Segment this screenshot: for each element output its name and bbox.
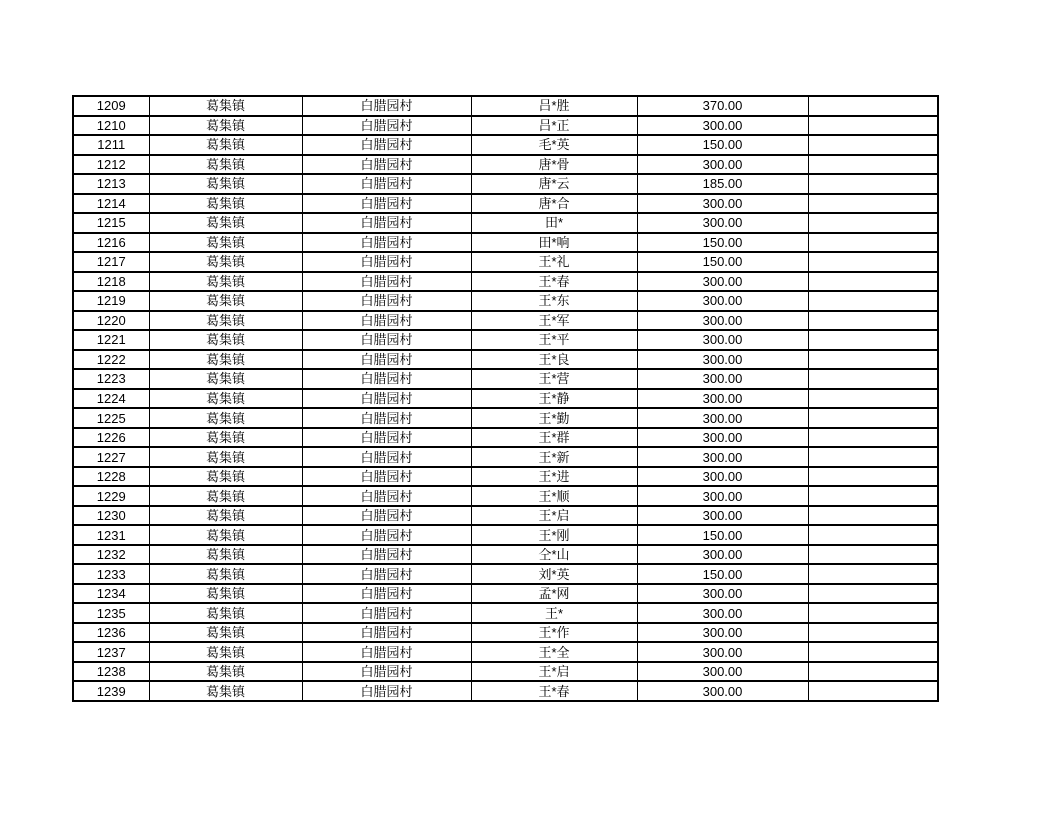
table-row bbox=[73, 486, 938, 506]
cell-town: 葛集镇 bbox=[149, 252, 302, 272]
cell-amount: 150.00 bbox=[637, 233, 808, 253]
cell-serial-number: 1214 bbox=[73, 194, 149, 214]
cell-person-name: 吕*胜 bbox=[471, 96, 637, 116]
cell-amount: 300.00 bbox=[637, 486, 808, 506]
cell-town: 葛集镇 bbox=[149, 194, 302, 214]
cell-amount: 300.00 bbox=[637, 213, 808, 233]
cell-remark bbox=[808, 135, 938, 155]
cell-remark bbox=[808, 174, 938, 194]
table-row bbox=[73, 291, 938, 311]
cell-person-name: 王*东 bbox=[471, 291, 637, 311]
cell-village: 白腊园村 bbox=[302, 272, 471, 292]
table-row bbox=[73, 96, 938, 116]
cell-town: 葛集镇 bbox=[149, 135, 302, 155]
cell-amount: 300.00 bbox=[637, 545, 808, 565]
cell-village: 白腊园村 bbox=[302, 525, 471, 545]
cell-village: 白腊园村 bbox=[302, 174, 471, 194]
cell-amount: 150.00 bbox=[637, 252, 808, 272]
cell-person-name: 王*春 bbox=[471, 272, 637, 292]
cell-amount: 370.00 bbox=[637, 96, 808, 116]
table-row bbox=[73, 467, 938, 487]
cell-amount: 300.00 bbox=[637, 408, 808, 428]
table-row bbox=[73, 681, 938, 701]
table-row bbox=[73, 662, 938, 682]
cell-town: 葛集镇 bbox=[149, 155, 302, 175]
cell-town: 葛集镇 bbox=[149, 525, 302, 545]
cell-amount: 150.00 bbox=[637, 525, 808, 545]
cell-town: 葛集镇 bbox=[149, 213, 302, 233]
cell-person-name: 王*春 bbox=[471, 681, 637, 701]
cell-person-name: 王*刚 bbox=[471, 525, 637, 545]
cell-remark bbox=[808, 408, 938, 428]
table-row bbox=[73, 213, 938, 233]
cell-remark bbox=[808, 350, 938, 370]
cell-remark bbox=[808, 233, 938, 253]
cell-amount: 300.00 bbox=[637, 623, 808, 643]
cell-village: 白腊园村 bbox=[302, 681, 471, 701]
cell-person-name: 王*启 bbox=[471, 506, 637, 526]
cell-serial-number: 1216 bbox=[73, 233, 149, 253]
cell-serial-number: 1231 bbox=[73, 525, 149, 545]
cell-amount: 300.00 bbox=[637, 506, 808, 526]
cell-person-name: 王*平 bbox=[471, 330, 637, 350]
cell-village: 白腊园村 bbox=[302, 155, 471, 175]
cell-serial-number: 1227 bbox=[73, 447, 149, 467]
cell-remark bbox=[808, 155, 938, 175]
table-row bbox=[73, 428, 938, 448]
cell-amount: 185.00 bbox=[637, 174, 808, 194]
cell-amount: 300.00 bbox=[637, 681, 808, 701]
cell-remark bbox=[808, 506, 938, 526]
table-row bbox=[73, 525, 938, 545]
cell-village: 白腊园村 bbox=[302, 623, 471, 643]
cell-village: 白腊园村 bbox=[302, 350, 471, 370]
table-row bbox=[73, 506, 938, 526]
cell-amount: 300.00 bbox=[637, 662, 808, 682]
cell-town: 葛集镇 bbox=[149, 389, 302, 409]
cell-village: 白腊园村 bbox=[302, 330, 471, 350]
cell-amount: 300.00 bbox=[637, 155, 808, 175]
cell-amount: 300.00 bbox=[637, 311, 808, 331]
cell-person-name: 王*新 bbox=[471, 447, 637, 467]
cell-town: 葛集镇 bbox=[149, 96, 302, 116]
cell-town: 葛集镇 bbox=[149, 233, 302, 253]
table-row bbox=[73, 408, 938, 428]
cell-town: 葛集镇 bbox=[149, 584, 302, 604]
cell-amount: 300.00 bbox=[637, 369, 808, 389]
cell-serial-number: 1213 bbox=[73, 174, 149, 194]
cell-remark bbox=[808, 584, 938, 604]
cell-serial-number: 1237 bbox=[73, 642, 149, 662]
cell-serial-number: 1221 bbox=[73, 330, 149, 350]
cell-amount: 300.00 bbox=[637, 272, 808, 292]
cell-village: 白腊园村 bbox=[302, 252, 471, 272]
cell-village: 白腊园村 bbox=[302, 506, 471, 526]
cell-remark bbox=[808, 467, 938, 487]
cell-serial-number: 1217 bbox=[73, 252, 149, 272]
cell-person-name: 刘*英 bbox=[471, 564, 637, 584]
cell-serial-number: 1235 bbox=[73, 603, 149, 623]
table-row bbox=[73, 330, 938, 350]
cell-amount: 150.00 bbox=[637, 135, 808, 155]
table-body bbox=[73, 96, 938, 701]
cell-person-name: 田* bbox=[471, 213, 637, 233]
cell-town: 葛集镇 bbox=[149, 174, 302, 194]
payment-list-table bbox=[72, 95, 939, 702]
cell-town: 葛集镇 bbox=[149, 603, 302, 623]
cell-village: 白腊园村 bbox=[302, 603, 471, 623]
cell-village: 白腊园村 bbox=[302, 116, 471, 136]
cell-amount: 300.00 bbox=[637, 389, 808, 409]
cell-remark bbox=[808, 291, 938, 311]
table-row bbox=[73, 194, 938, 214]
cell-village: 白腊园村 bbox=[302, 194, 471, 214]
cell-serial-number: 1229 bbox=[73, 486, 149, 506]
cell-town: 葛集镇 bbox=[149, 447, 302, 467]
cell-amount: 300.00 bbox=[637, 642, 808, 662]
table-row bbox=[73, 272, 938, 292]
cell-village: 白腊园村 bbox=[302, 389, 471, 409]
cell-remark bbox=[808, 603, 938, 623]
cell-remark bbox=[808, 642, 938, 662]
cell-town: 葛集镇 bbox=[149, 642, 302, 662]
cell-remark bbox=[808, 545, 938, 565]
cell-serial-number: 1219 bbox=[73, 291, 149, 311]
cell-town: 葛集镇 bbox=[149, 116, 302, 136]
cell-remark bbox=[808, 194, 938, 214]
cell-remark bbox=[808, 486, 938, 506]
cell-town: 葛集镇 bbox=[149, 681, 302, 701]
cell-serial-number: 1209 bbox=[73, 96, 149, 116]
table-row bbox=[73, 389, 938, 409]
cell-person-name: 毛*英 bbox=[471, 135, 637, 155]
cell-remark bbox=[808, 369, 938, 389]
table-row bbox=[73, 584, 938, 604]
cell-remark bbox=[808, 330, 938, 350]
table-row bbox=[73, 564, 938, 584]
cell-town: 葛集镇 bbox=[149, 330, 302, 350]
table-row bbox=[73, 252, 938, 272]
cell-person-name: 王*礼 bbox=[471, 252, 637, 272]
cell-village: 白腊园村 bbox=[302, 291, 471, 311]
cell-person-name: 王*营 bbox=[471, 369, 637, 389]
cell-serial-number: 1218 bbox=[73, 272, 149, 292]
cell-serial-number: 1228 bbox=[73, 467, 149, 487]
cell-village: 白腊园村 bbox=[302, 662, 471, 682]
table-row bbox=[73, 545, 938, 565]
cell-town: 葛集镇 bbox=[149, 428, 302, 448]
cell-town: 葛集镇 bbox=[149, 506, 302, 526]
cell-village: 白腊园村 bbox=[302, 96, 471, 116]
cell-amount: 300.00 bbox=[637, 603, 808, 623]
cell-village: 白腊园村 bbox=[302, 486, 471, 506]
cell-serial-number: 1226 bbox=[73, 428, 149, 448]
cell-remark bbox=[808, 525, 938, 545]
cell-remark bbox=[808, 116, 938, 136]
cell-village: 白腊园村 bbox=[302, 311, 471, 331]
cell-serial-number: 1212 bbox=[73, 155, 149, 175]
cell-amount: 300.00 bbox=[637, 447, 808, 467]
cell-remark bbox=[808, 272, 938, 292]
table-row bbox=[73, 369, 938, 389]
cell-person-name: 王* bbox=[471, 603, 637, 623]
cell-town: 葛集镇 bbox=[149, 350, 302, 370]
cell-remark bbox=[808, 681, 938, 701]
cell-serial-number: 1238 bbox=[73, 662, 149, 682]
cell-serial-number: 1225 bbox=[73, 408, 149, 428]
cell-person-name: 唐*合 bbox=[471, 194, 637, 214]
cell-village: 白腊园村 bbox=[302, 213, 471, 233]
cell-serial-number: 1224 bbox=[73, 389, 149, 409]
cell-amount: 150.00 bbox=[637, 564, 808, 584]
table-row bbox=[73, 642, 938, 662]
cell-village: 白腊园村 bbox=[302, 428, 471, 448]
cell-serial-number: 1215 bbox=[73, 213, 149, 233]
table-row bbox=[73, 311, 938, 331]
cell-person-name: 王*启 bbox=[471, 662, 637, 682]
cell-village: 白腊园村 bbox=[302, 369, 471, 389]
cell-town: 葛集镇 bbox=[149, 408, 302, 428]
table-row bbox=[73, 447, 938, 467]
cell-serial-number: 1232 bbox=[73, 545, 149, 565]
cell-village: 白腊园村 bbox=[302, 564, 471, 584]
cell-amount: 300.00 bbox=[637, 467, 808, 487]
cell-serial-number: 1223 bbox=[73, 369, 149, 389]
table-row bbox=[73, 174, 938, 194]
cell-remark bbox=[808, 447, 938, 467]
cell-village: 白腊园村 bbox=[302, 135, 471, 155]
cell-remark bbox=[808, 428, 938, 448]
cell-amount: 300.00 bbox=[637, 330, 808, 350]
cell-person-name: 田*响 bbox=[471, 233, 637, 253]
cell-remark bbox=[808, 662, 938, 682]
cell-amount: 300.00 bbox=[637, 350, 808, 370]
cell-amount: 300.00 bbox=[637, 291, 808, 311]
cell-village: 白腊园村 bbox=[302, 408, 471, 428]
cell-town: 葛集镇 bbox=[149, 291, 302, 311]
table-row bbox=[73, 623, 938, 643]
cell-serial-number: 1211 bbox=[73, 135, 149, 155]
cell-person-name: 王*进 bbox=[471, 467, 637, 487]
cell-person-name: 孟*网 bbox=[471, 584, 637, 604]
cell-village: 白腊园村 bbox=[302, 545, 471, 565]
cell-town: 葛集镇 bbox=[149, 467, 302, 487]
cell-serial-number: 1230 bbox=[73, 506, 149, 526]
cell-village: 白腊园村 bbox=[302, 233, 471, 253]
cell-town: 葛集镇 bbox=[149, 662, 302, 682]
cell-person-name: 王*勤 bbox=[471, 408, 637, 428]
cell-town: 葛集镇 bbox=[149, 545, 302, 565]
cell-town: 葛集镇 bbox=[149, 623, 302, 643]
cell-serial-number: 1222 bbox=[73, 350, 149, 370]
cell-person-name: 王*静 bbox=[471, 389, 637, 409]
cell-village: 白腊园村 bbox=[302, 467, 471, 487]
table-row bbox=[73, 603, 938, 623]
cell-person-name: 王*顺 bbox=[471, 486, 637, 506]
cell-amount: 300.00 bbox=[637, 584, 808, 604]
cell-town: 葛集镇 bbox=[149, 272, 302, 292]
cell-person-name: 唐*云 bbox=[471, 174, 637, 194]
cell-serial-number: 1233 bbox=[73, 564, 149, 584]
cell-person-name: 仝*山 bbox=[471, 545, 637, 565]
cell-town: 葛集镇 bbox=[149, 369, 302, 389]
cell-remark bbox=[808, 623, 938, 643]
cell-amount: 300.00 bbox=[637, 116, 808, 136]
cell-serial-number: 1236 bbox=[73, 623, 149, 643]
cell-remark bbox=[808, 213, 938, 233]
cell-remark bbox=[808, 252, 938, 272]
cell-amount: 300.00 bbox=[637, 194, 808, 214]
cell-person-name: 王*全 bbox=[471, 642, 637, 662]
cell-village: 白腊园村 bbox=[302, 642, 471, 662]
table-row bbox=[73, 350, 938, 370]
table-row bbox=[73, 135, 938, 155]
table-row bbox=[73, 233, 938, 253]
cell-person-name: 唐*骨 bbox=[471, 155, 637, 175]
cell-person-name: 王*群 bbox=[471, 428, 637, 448]
cell-town: 葛集镇 bbox=[149, 564, 302, 584]
table-row bbox=[73, 155, 938, 175]
cell-serial-number: 1234 bbox=[73, 584, 149, 604]
cell-person-name: 王*军 bbox=[471, 311, 637, 331]
cell-remark bbox=[808, 389, 938, 409]
cell-town: 葛集镇 bbox=[149, 311, 302, 331]
cell-town: 葛集镇 bbox=[149, 486, 302, 506]
cell-amount: 300.00 bbox=[637, 428, 808, 448]
cell-serial-number: 1239 bbox=[73, 681, 149, 701]
cell-person-name: 王*良 bbox=[471, 350, 637, 370]
table-row bbox=[73, 116, 938, 136]
cell-person-name: 王*作 bbox=[471, 623, 637, 643]
cell-person-name: 吕*正 bbox=[471, 116, 637, 136]
cell-remark bbox=[808, 564, 938, 584]
cell-remark bbox=[808, 311, 938, 331]
cell-serial-number: 1210 bbox=[73, 116, 149, 136]
cell-village: 白腊园村 bbox=[302, 584, 471, 604]
cell-serial-number: 1220 bbox=[73, 311, 149, 331]
cell-village: 白腊园村 bbox=[302, 447, 471, 467]
cell-remark bbox=[808, 96, 938, 116]
